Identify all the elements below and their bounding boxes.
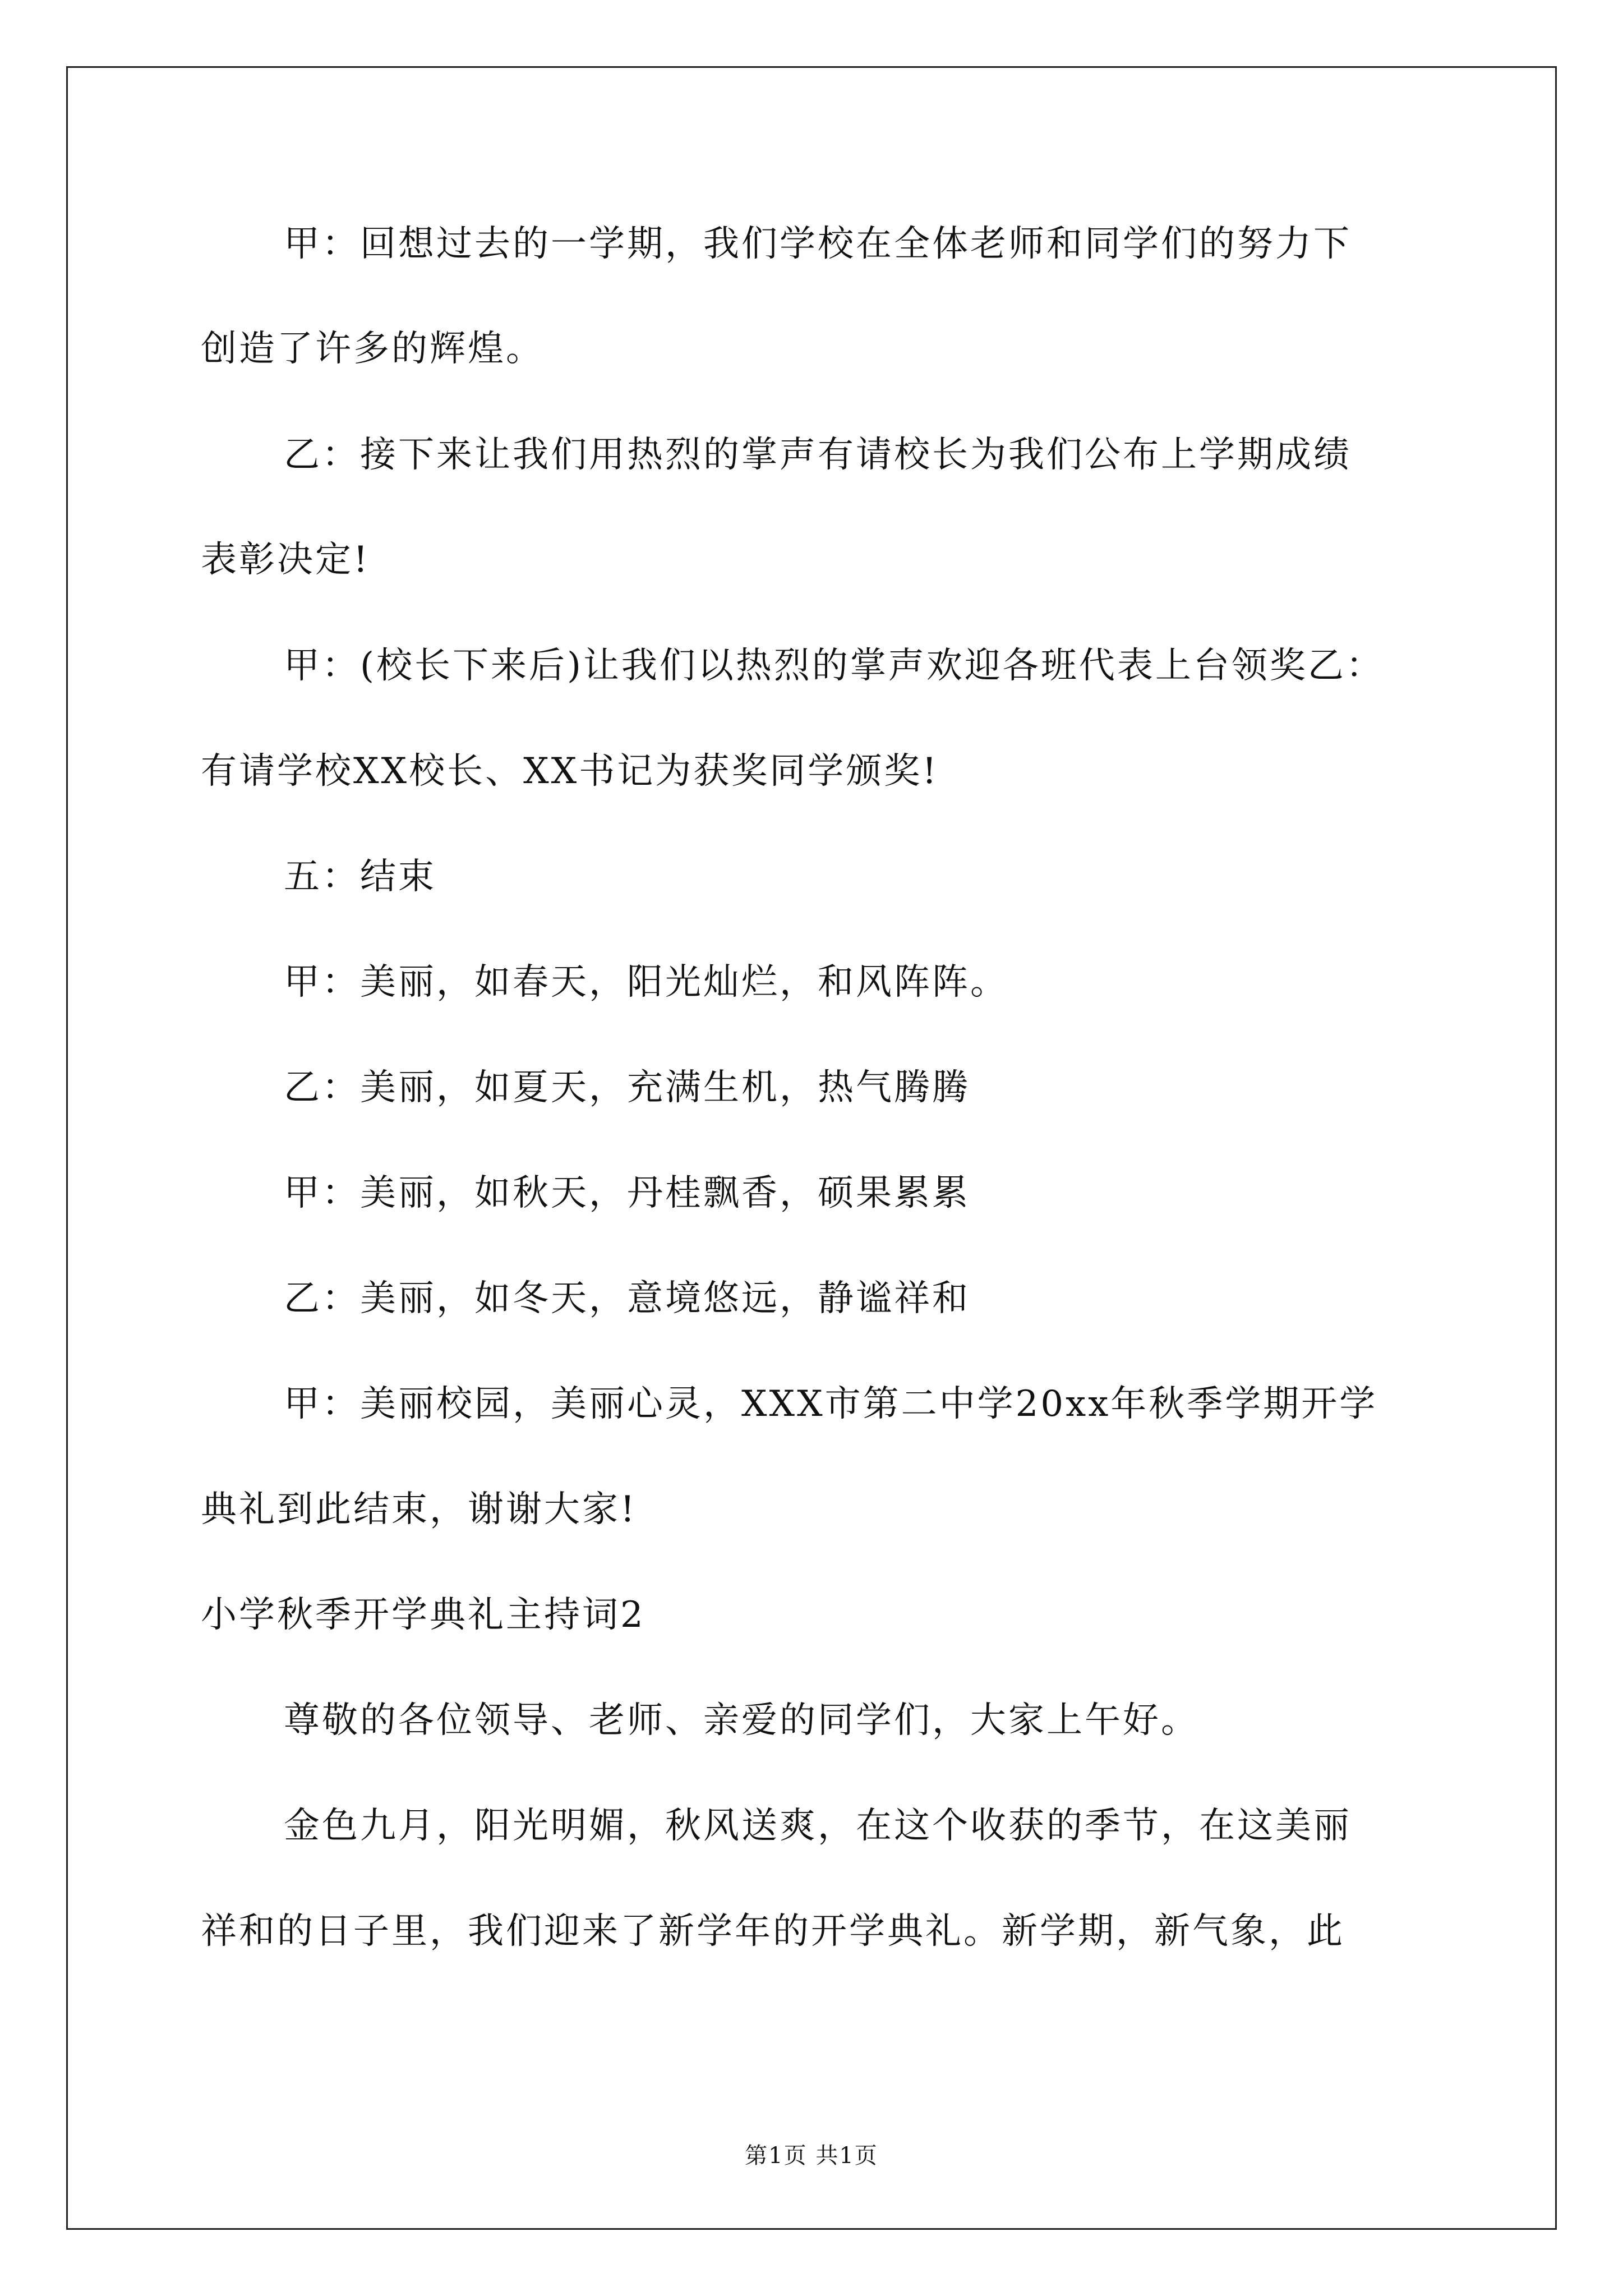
paragraph-line: 典礼到此结束，谢谢大家! [201, 1489, 637, 1530]
paragraph-line: 甲：回想过去的一学期，我们学校在全体老师和同学们的努力下 [284, 223, 1352, 265]
document-title: 小学秋季开学典礼主持词2 [201, 1594, 645, 1636]
page-border [66, 66, 1557, 2230]
paragraph-line: 甲：美丽校园，美丽心灵，XXX市第二中学20xx年秋季学期开学 [284, 1383, 1378, 1425]
paragraph-line: 甲：美丽，如春天，阳光灿烂，和风阵阵。 [284, 961, 1008, 1003]
paragraph-line: 祥和的日子里，我们迎来了新学年的开学典礼。新学期，新气象，此 [201, 1911, 1345, 1952]
paragraph-line: 乙：美丽，如冬天，意境悠远，静谧祥和 [284, 1278, 970, 1319]
paragraph-line: 表彰决定! [201, 539, 370, 581]
paragraph-line: 甲：美丽，如秋天，丹桂飘香，硕果累累 [284, 1172, 970, 1214]
paragraph-line: 创造了许多的辉煌。 [201, 328, 544, 370]
paragraph-line: 有请学校XX校长、XX书记为获奖同学颁奖! [201, 751, 939, 792]
paragraph-line: 尊敬的各位领导、老师、亲爱的同学们，大家上午好。 [284, 1700, 1199, 1741]
paragraph-line: 乙：接下来让我们用热烈的掌声有请校长为我们公布上学期成绩 [284, 434, 1352, 476]
page-footer: 第1页 共1页 [745, 2143, 878, 2169]
paragraph-line: 金色九月，阳光明媚，秋风送爽，在这个收获的季节，在这美丽 [284, 1805, 1352, 1847]
paragraph-line: 甲：(校长下来后)让我们以热烈的掌声欢迎各班代表上台领奖乙： [284, 645, 1384, 687]
paragraph-line: 乙：美丽，如夏天，充满生机，热气腾腾 [284, 1067, 970, 1108]
section-heading: 五：结束 [284, 856, 436, 898]
